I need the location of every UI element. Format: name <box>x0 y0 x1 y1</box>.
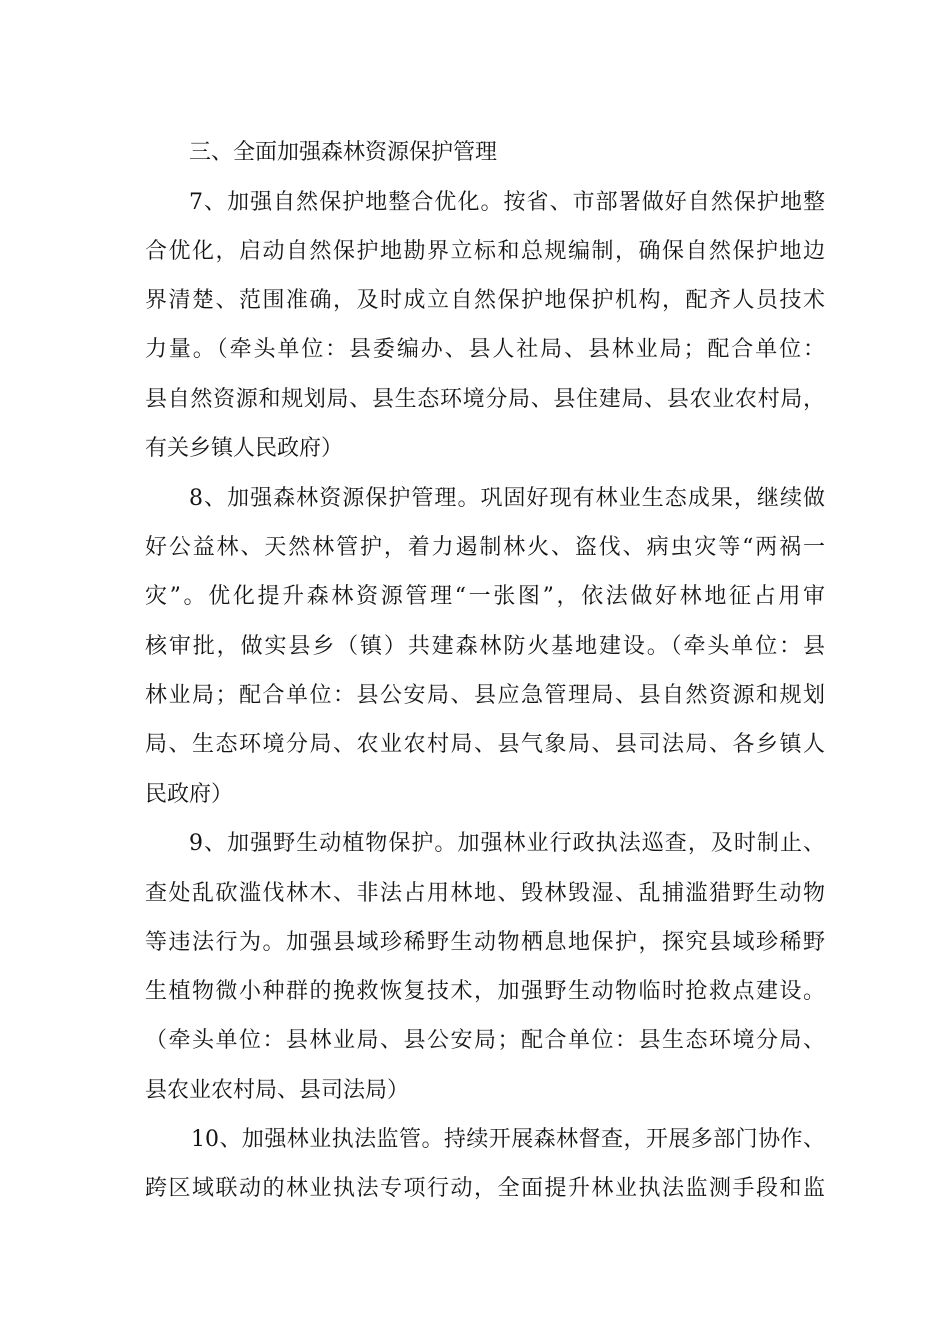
paragraph-9-line-4: 生植物微小种群的挽救恢复技术，加强野生动物临时抢救点建设。 <box>145 979 825 1004</box>
paragraph-8-line-1: 8、加强森林资源保护管理。巩固好现有林业生态成果，继续做 <box>189 486 825 511</box>
paragraph-7-line-3: 界清楚、范围准确，及时成立自然保护地保护机构，配齐人员技术 <box>145 288 825 313</box>
paragraph-9-line-2: 查处乱砍滥伐林木、非法占用林地、毁林毁湿、乱捕滥猎野生动物 <box>145 881 825 906</box>
paragraph-8-line-6: 局、生态环境分局、农业农村局、县气象局、县司法局、各乡镇人 <box>145 732 825 757</box>
paragraph-9-line-5: （牵头单位：县林业局、县公安局；配合单位：县生态环境分局、 <box>145 1028 825 1053</box>
paragraph-9-line-1: 9、加强野生动植物保护。加强林业行政执法巡查，及时制止、 <box>189 831 825 856</box>
paragraph-9-line-6: 县农业农村局、县司法局） <box>145 1078 410 1103</box>
paragraph-8-line-7: 民政府） <box>145 782 234 807</box>
paragraph-7-line-4: 力量。（牵头单位：县委编办、县人社局、县林业局；配合单位： <box>145 337 825 362</box>
paragraph-10-line-1: 10、加强林业执法监管。持续开展森林督查，开展多部门协作、 <box>191 1127 825 1152</box>
paragraph-8-line-2: 好公益林、天然林管护，着力遏制林火、盗伐、病虫灾等“两祸一 <box>145 535 825 560</box>
paragraph-10-line-2: 跨区域联动的林业执法专项行动，全面提升林业执法监测手段和监 <box>145 1176 825 1201</box>
section-heading: 三、全面加强森林资源保护管理 <box>189 140 498 165</box>
paragraph-8-line-3: 灾”。优化提升森林资源管理“一张图”，依法做好林地征占用审 <box>145 584 825 609</box>
paragraph-7-line-6: 有关乡镇人民政府） <box>145 436 344 461</box>
paragraph-7-line-1: 7、加强自然保护地整合优化。按省、市部署做好自然保护地整 <box>189 190 825 215</box>
paragraph-7-line-5: 县自然资源和规划局、县生态环境分局、县住建局、县农业农村局， <box>145 387 825 412</box>
paragraph-7-line-2: 合优化，启动自然保护地勘界立标和总规编制，确保自然保护地边 <box>145 239 825 264</box>
paragraph-9-line-3: 等违法行为。加强县域珍稀野生动物栖息地保护，探究县域珍稀野 <box>145 930 825 955</box>
paragraph-8-line-5: 林业局；配合单位：县公安局、县应急管理局、县自然资源和规划 <box>145 683 825 708</box>
paragraph-8-line-4: 核审批，做实县乡（镇）共建森林防火基地建设。（牵头单位：县 <box>145 634 825 659</box>
